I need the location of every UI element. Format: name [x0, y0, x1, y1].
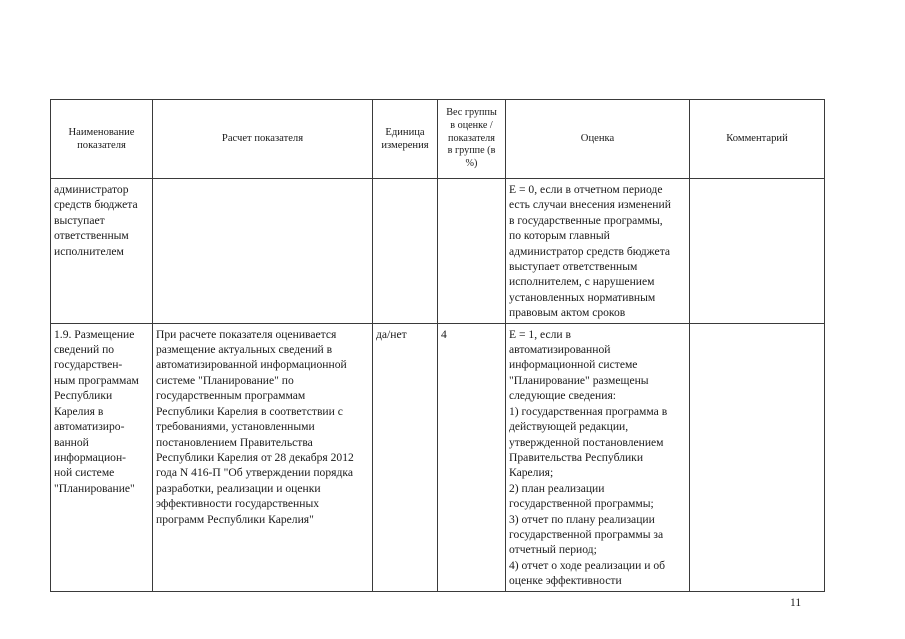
cell-indicator-name: 1.9. Размещение сведений по государствен- ным программам Республики Карелия в автоматизиро- ванной информацион- ной системе "Планирование"	[51, 323, 153, 591]
header-weight: Вес группы в оценке / показателя в группе (в %)	[438, 100, 506, 179]
table-header-row	[51, 100, 825, 179]
cell-unit: да/нет	[373, 323, 438, 591]
page-number: 11	[790, 597, 802, 609]
header-unit: Единица измерения	[373, 100, 438, 179]
cell-unit	[373, 179, 438, 324]
header-comment: Комментарий	[690, 100, 825, 179]
header-calculation: Расчет показателя	[153, 100, 373, 179]
table-row	[51, 323, 825, 591]
cell-score: E = 1, если в автоматизированной информационной системе "Планирование" размещены следующие сведения: 1) государственная программа в действующей редакции, утвержденной постановлением Правительства Республики Карелия; 2) план реализации государственной программы; 3) отчет по плану реализации государственной программы за отчетный период; 4) отчет о ходе реализации и об оценке эффективности	[506, 323, 690, 591]
cell-score: E = 0, если в отчетном периоде есть случаи внесения изменений в государственные программы, по которым главный администратор средств бюджета выступает ответственным исполнителем, с нарушением установленных нормативным правовым актом сроков	[506, 179, 690, 324]
cell-calculation	[153, 179, 373, 324]
cell-weight	[438, 179, 506, 324]
header-score: Оценка	[506, 100, 690, 179]
indicators-table	[50, 99, 825, 592]
cell-weight: 4	[438, 323, 506, 591]
cell-comment	[690, 179, 825, 324]
table-row	[51, 179, 825, 324]
cell-indicator-name: администратор средств бюджета выступает ответственным исполнителем	[51, 179, 153, 324]
header-indicator-name: Наименование показателя	[51, 100, 153, 179]
cell-comment	[690, 323, 825, 591]
cell-calculation: При расчете показателя оценивается размещение актуальных сведений в автоматизированной информационной системе "Планирование" по государственным программам Республики Карелия в соответствии с требованиями, установленными постановлением Правительства Республики Карелия от 28 декабря 2012 года N 416-П "Об утверждении порядка разработки, реализации и оценки эффективности государственных программ Республики Карелия"	[153, 323, 373, 591]
